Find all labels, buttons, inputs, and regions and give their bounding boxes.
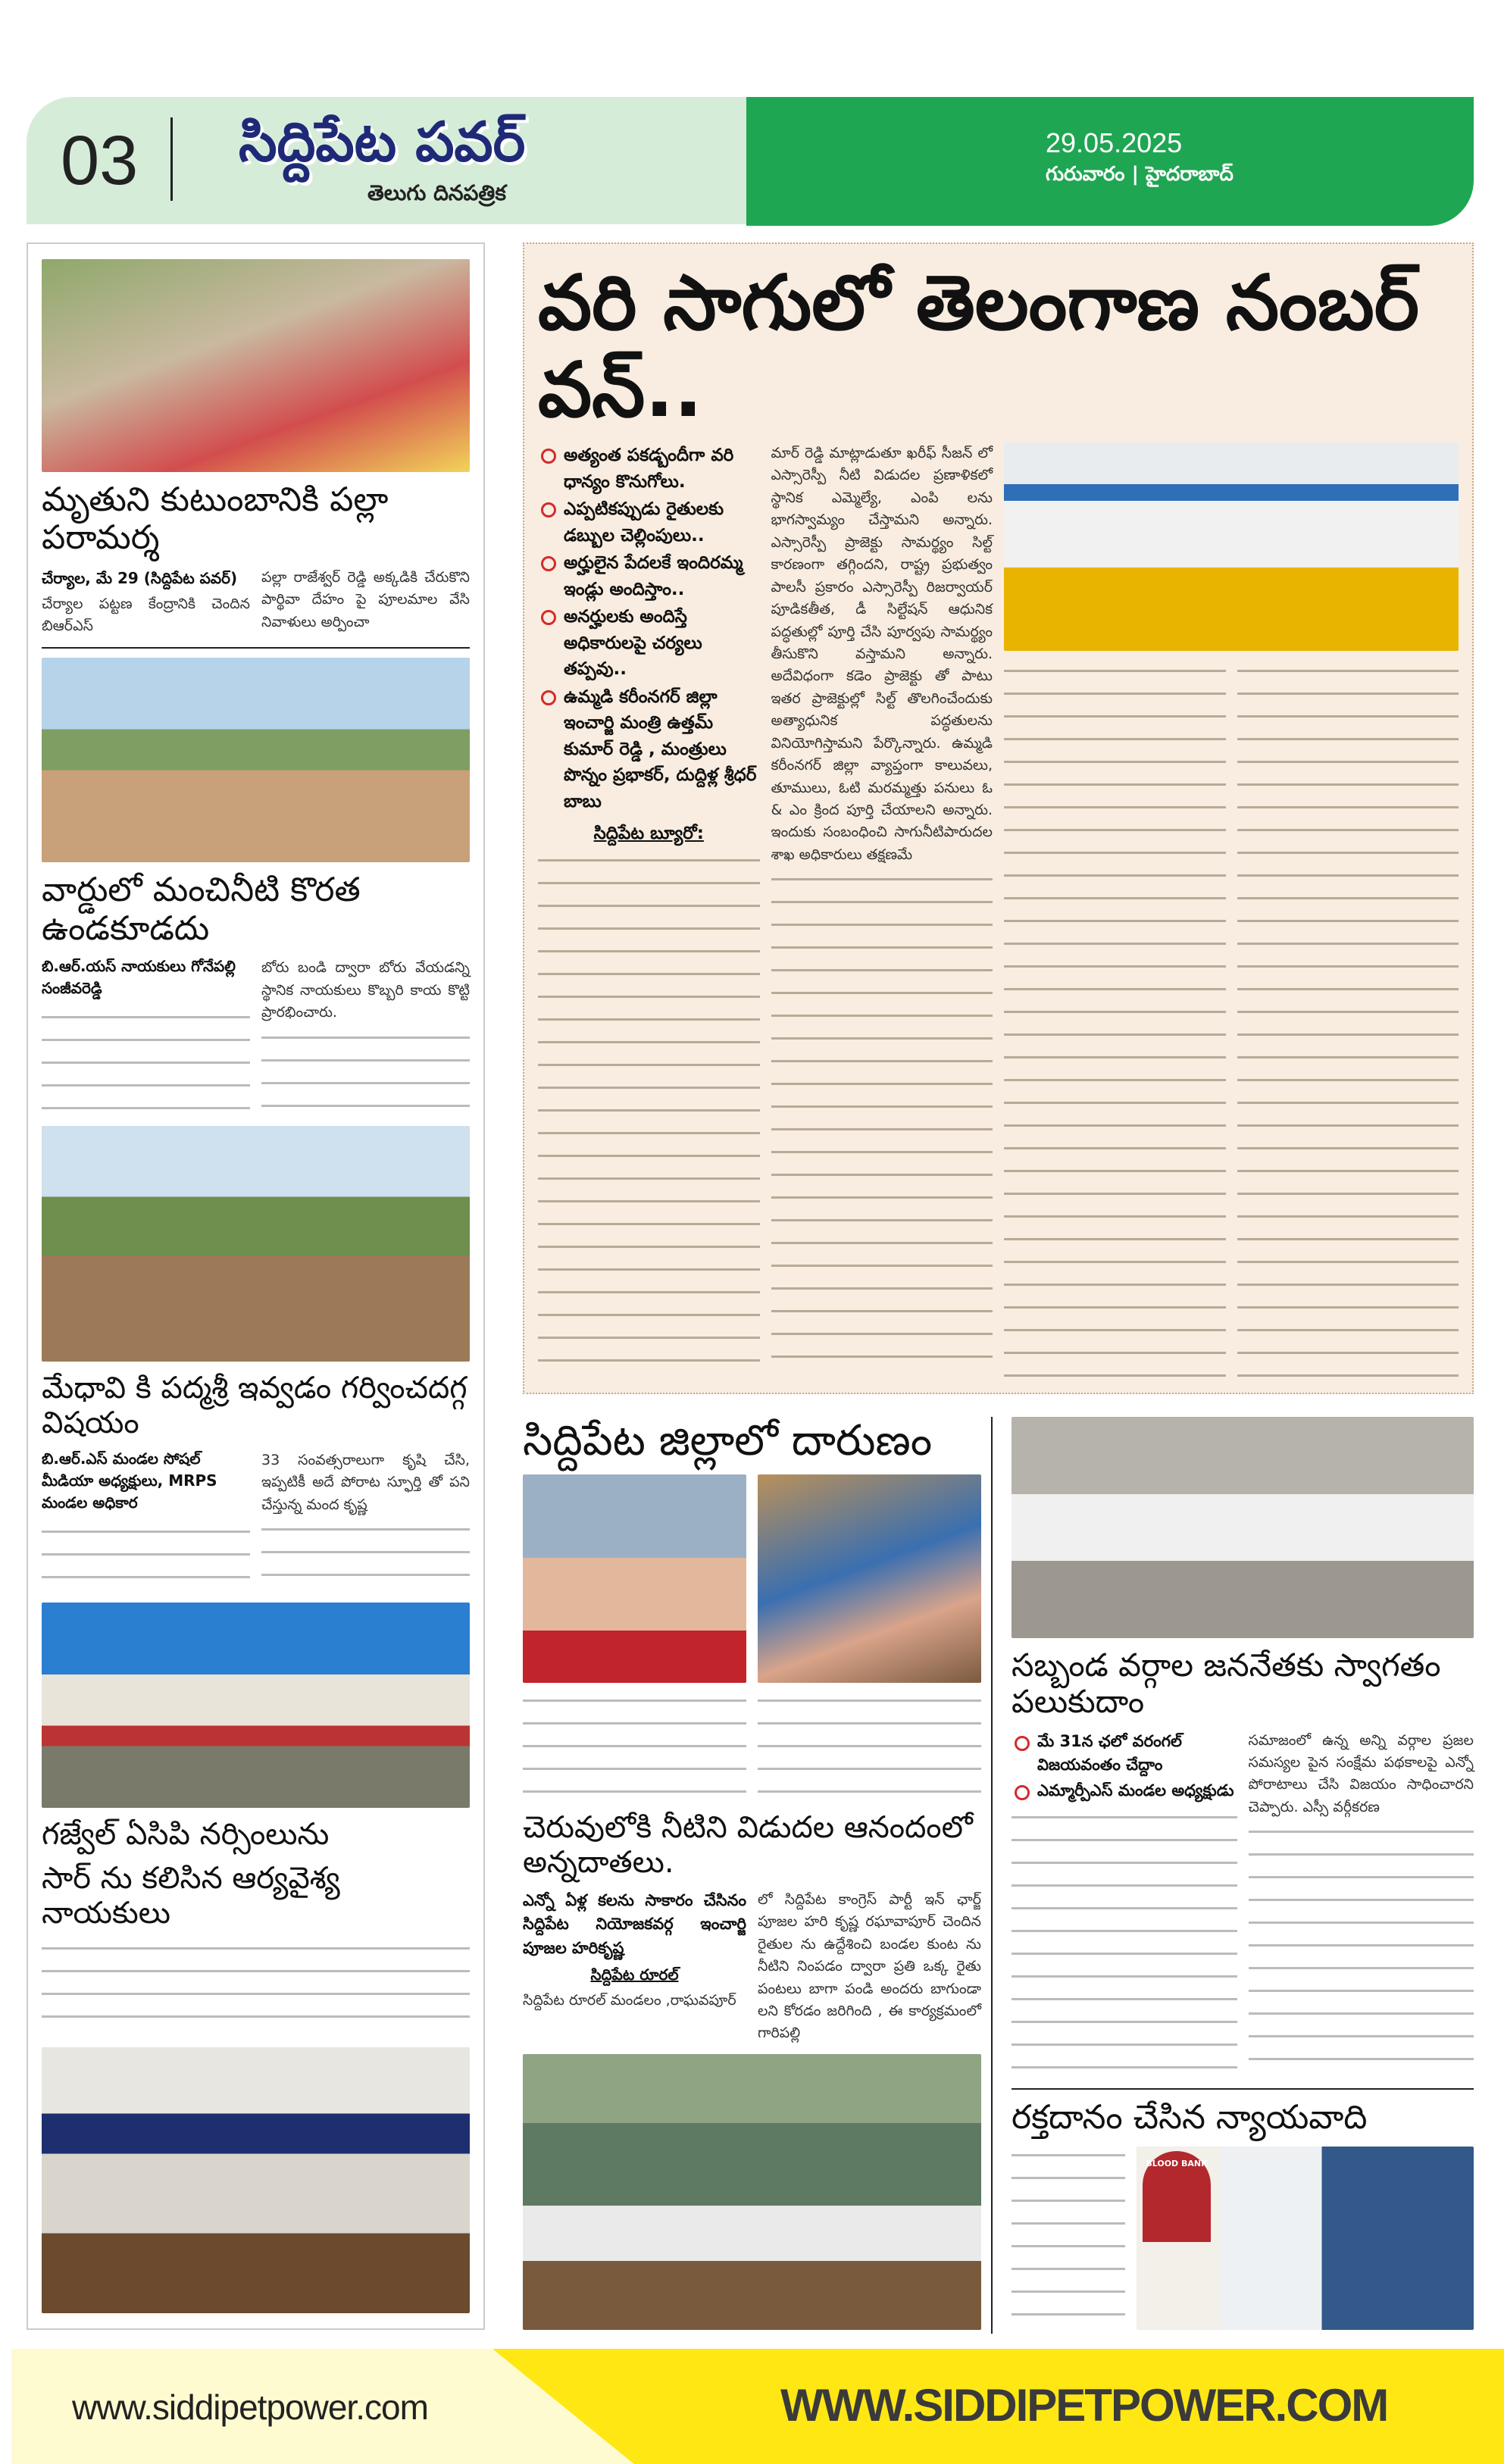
lead-highlights [538, 442, 760, 816]
story-condolence-col1 [42, 567, 250, 638]
photo-meeting [42, 1603, 470, 1808]
paper-tagline: తెలుగు దినపత్రిక [367, 180, 506, 205]
story-condolence [42, 567, 470, 638]
story-water-col2 [261, 957, 470, 1117]
story-water-col1 [42, 957, 250, 1117]
text-lines [42, 1523, 250, 1594]
story-text: బోరు బండి ద్వారా బోరు వేయడన్ని స్థానిక నాయకులు కొబ్బరి కాయ కొట్టి ప్రారభించారు. [261, 959, 470, 1021]
photo-acp-felicitation [42, 2047, 470, 2313]
footer-website-link[interactable]: www.siddipetpower.com [72, 2387, 428, 2427]
story-lake [523, 1889, 981, 2045]
story-text: మార్ రెడ్డి మాట్లాడుతూ ఖరీఫ్ సీజన్ లో ఎస్సారెస్పీ నీటి విడుదల ప్రణాళికలో స్థానిక ఎమ్మెల్యే, ఎంపి లను భాగస్వామ్యం చేస్తామని అన్నారు. ఎస్సారెస్పీ ప్రాజెక్టు సామర్థ్యం సిల్ట్ కారణంగా తగ్గిందని, రాష్ట్ర ప్రభుత్వం పాలసీ ప్రకారం ఎస్సారెస్పీ రిజర్వాయర్ పూడికతీత, డీ సిల్టేషన్ ఆధునిక పద్ధతుల్లో పూర్తి చేసి పూర్వపు సామర్థ్యం తీసుకొని వస్తామని అన్నారు. అదేవిధంగా కడెం ప్రాజెక్టు తో పాటు ఇతర ప్రాజెక్టుల్లో సిల్ట్ తొలగించేందుకు అత్యాధునిక పద్ధతులను వినియోగిస్తామని పేర్కొన్నారు. ఉమ్మడి కరీంనగర్ జిల్లా వ్యాప్తంగా కాలువలు, తూములు, ఓటి మరమ్మత్తు పనులు ఓ & ఎం క్రింద పూర్తి చేయాలని అన్నారు. ఇందుకు సంబంధించి సాగునీటిపారుదల శాఖ అధికారులు తక్షణమే [771, 445, 993, 863]
text-lines [261, 1521, 470, 1593]
story-byline: సిద్దిపేట రూరల్ [590, 1965, 679, 1984]
story-condolence-col2: పల్లా రాజేశ్వర్ రెడ్డి అక్కడికి చేరుకొని పార్థివా దేహం పై పూలమాల వేసి నివాళులు అర్పించా [261, 568, 470, 630]
story-padmashri-col2 [261, 1449, 470, 1594]
column-divider [991, 1417, 993, 2334]
story-blood-donation [1012, 2147, 1125, 2330]
right-column [1012, 1417, 1474, 2330]
highlight-item: అనర్హులకు అందిస్తే అధికారులపై చర్యలు తప్పవు.. [538, 604, 760, 683]
lead-story-col2 [771, 442, 993, 1377]
text-lines [1249, 1823, 1474, 2079]
story-padmashri [42, 1449, 470, 1594]
headline-siddipet-tragedy: సిద్దిపేట జిల్లాలో దారుణం [523, 1416, 933, 1465]
photo-injured-child [758, 1474, 981, 1682]
headline-lake-water-release: చెరువులోకి నీటిని విడుదల ఆనందంలో అన్నదాతలు. [523, 1809, 973, 1880]
text-lines [771, 871, 993, 1377]
story-text: 33 సంవత్సరాలుగా కృషి చేసి, ఇప్పటికీ అదే పోరాట స్ఫూర్తి తో పని చేస్తున్న మంద కృష్ణ [261, 1451, 470, 1513]
highlight-item: అత్యంత పకడ్బందీగా వరి ధాన్యం కొనుగోలు. [538, 442, 760, 495]
story-blood-donation-row [1012, 2147, 1474, 2330]
masthead-right-panel [746, 97, 1474, 226]
lead-headline: వరి సాగులో తెలంగాణ నంబర్ వన్.. [538, 258, 1420, 434]
story-tragedy-col2 [758, 1692, 981, 1801]
photo-condolence-visit [42, 259, 470, 472]
story-water [42, 957, 470, 1117]
section-divider [1012, 2088, 1474, 2090]
highlight-item: మే 31న ఛలో వరంగల్ విజయవంతం చేద్దాం [1012, 1730, 1237, 1778]
story-lake-col1 [523, 1889, 746, 2045]
headline-welcome-leader: సబ్బండ వర్గాల జననేతకు స్వాగతం పలుకుదాం [1012, 1646, 1441, 1721]
blood-bank-sign: BLOOD BANK [1143, 2151, 1211, 2242]
story-text: సమాజంలో ఉన్న అన్ని వర్గాల ప్రజల సమస్యల పైన సంక్షేమ పథకాలపై ఎన్నో పోరాటాలు చేసి విజయం సాధించారని చెప్పారు. ఎస్సీ వర్గీకరణ [1248, 1731, 1474, 1815]
section-divider [42, 647, 470, 649]
tragedy-photos [523, 1474, 981, 1682]
highlight-item: ఉమ్మడి కరీంనగర్ జిల్లా ఇంచార్జి మంత్రి ఉత్తమ్ కుమార్ రెడ్డి , మంత్రులు పొన్నం ప్రభాకర్, దుద్దిళ్ల శ్రీధర్ బాబు [538, 684, 760, 815]
middle-column [523, 1417, 981, 2330]
photo-farmers-at-lake [523, 2054, 981, 2330]
story-tragedy [523, 1692, 981, 1801]
highlight-item: ఎమ్మార్పీఎస్ మండల అధ్యక్షుడు [1012, 1779, 1237, 1803]
highlight-item: ఎప్పటికప్పుడు రైతులకు డబ్బుల చెల్లింపులు.. [538, 496, 760, 549]
text-lines [261, 1029, 470, 1117]
story-byline: బి.ఆర్.యస్ నాయకులు గోనేపల్లి సంజీవరెడ్డి [42, 957, 236, 998]
photo-mrps-meeting [1012, 1417, 1474, 1638]
paper-logo: సిద్దిపేట పవర్ [239, 110, 526, 174]
lead-story-col1 [538, 442, 760, 1377]
headline-blood-donation: రక్తదానం చేసిన న్యాయవాది [1012, 2098, 1368, 2137]
headline-condolence: మృతుని కుటుంబానికి పల్లా పరామర్శ [42, 480, 389, 558]
story-padmashri-col1 [42, 1449, 250, 1594]
story-subheadline: ఎన్నో ఏళ్ల కలను సాకారం చేసినం సిద్దిపేట నియోజకవర్గ ఇంచార్జి పూజల హరికృష్ణ [523, 1890, 746, 1957]
story-welcome [1012, 1730, 1474, 2080]
story-text: సిద్దిపేట రూరల్ మండలం ,రాఘవపూర్ [523, 1992, 736, 2009]
photo-borewell [42, 658, 470, 863]
issue-day-place: గురువారం | హైదరాబాద్ [1046, 163, 1234, 186]
masthead-divider [170, 117, 173, 201]
highlight-item: అర్హులైన పేదలకే ఇందిరమ్మ ఇండ్లు అందిస్తాం.. [538, 550, 760, 602]
text-lines [1012, 1809, 1237, 2079]
lead-story-box [523, 242, 1474, 1394]
story-text: చేర్యాల పట్టణ కేంద్రానికి చెందిన బిఆర్ఎస్ [42, 595, 250, 635]
story-byline: బి.ఆర్.ఎస్ మండల సోషల్ మీడియా అధ్యక్షులు, MRPS మండల అధికార [42, 1449, 217, 1512]
headline-acp-meet-line1: గజ్వేల్ ఏసిపి నర్సింలును [42, 1816, 330, 1852]
text-lines [42, 1008, 250, 1117]
story-acp-meet [42, 1940, 470, 2039]
photo-borewell-truck [42, 1126, 470, 1362]
lead-story-columns [538, 442, 1459, 1377]
story-welcome-col1 [1012, 1730, 1237, 2080]
lead-story-col3 [1004, 662, 1226, 1377]
text-lines [538, 852, 760, 1378]
lead-story-col4 [1237, 662, 1459, 1377]
story-lake-col2: లో సిద్దిపేట కాంగ్రెస్ పార్టీ ఇన్ ఛార్జ్ పూజల హరి కృష్ణ రఘావాపూర్ చెందిన రైతుల ను ఉద్దేశించి బండల కుంట ను నీటిని నింపడం ద్వారా ప్రతి ఒక్క రైతు పంటలు బాగా పండి అందరు బాగుండా లని కోరడం జరిగింది , ఈ కార్యక్రమంలో గారిపల్లి [758, 1890, 981, 2042]
headline-acp-meet-line2: సార్ ను కలిసిన ఆర్యవైశ్య నాయకులు [42, 1860, 340, 1931]
left-column [27, 242, 485, 2330]
lead-byline: సిద్దిపేట బ్యూరో: [593, 824, 704, 843]
page-number: 03 [61, 122, 139, 199]
issue-date: 29.05.2025 [1046, 127, 1183, 158]
headline-padmashri: మేధావి కి పద్మశ్రీ ఇవ్వడం గర్వించదగ్గ విషయం [42, 1370, 467, 1440]
headline-water-shortage: వార్డులో మంచినీటి కొరత ఉండకూడదు [42, 871, 361, 948]
welcome-highlights [1012, 1730, 1237, 1805]
story-byline: చేర్యాల, మే 29 (సిద్దిపేట పవర్) [42, 568, 238, 587]
photo-child [523, 1474, 746, 1682]
story-welcome-col2 [1249, 1730, 1474, 2080]
photo-ministers-review-meeting [1004, 442, 1459, 651]
photo-blood-donation [1137, 2147, 1474, 2330]
footer-website-link-big[interactable]: WWW.SIDDIPETPOWER.COM [780, 2380, 1388, 2431]
story-tragedy-col1 [523, 1692, 746, 1801]
